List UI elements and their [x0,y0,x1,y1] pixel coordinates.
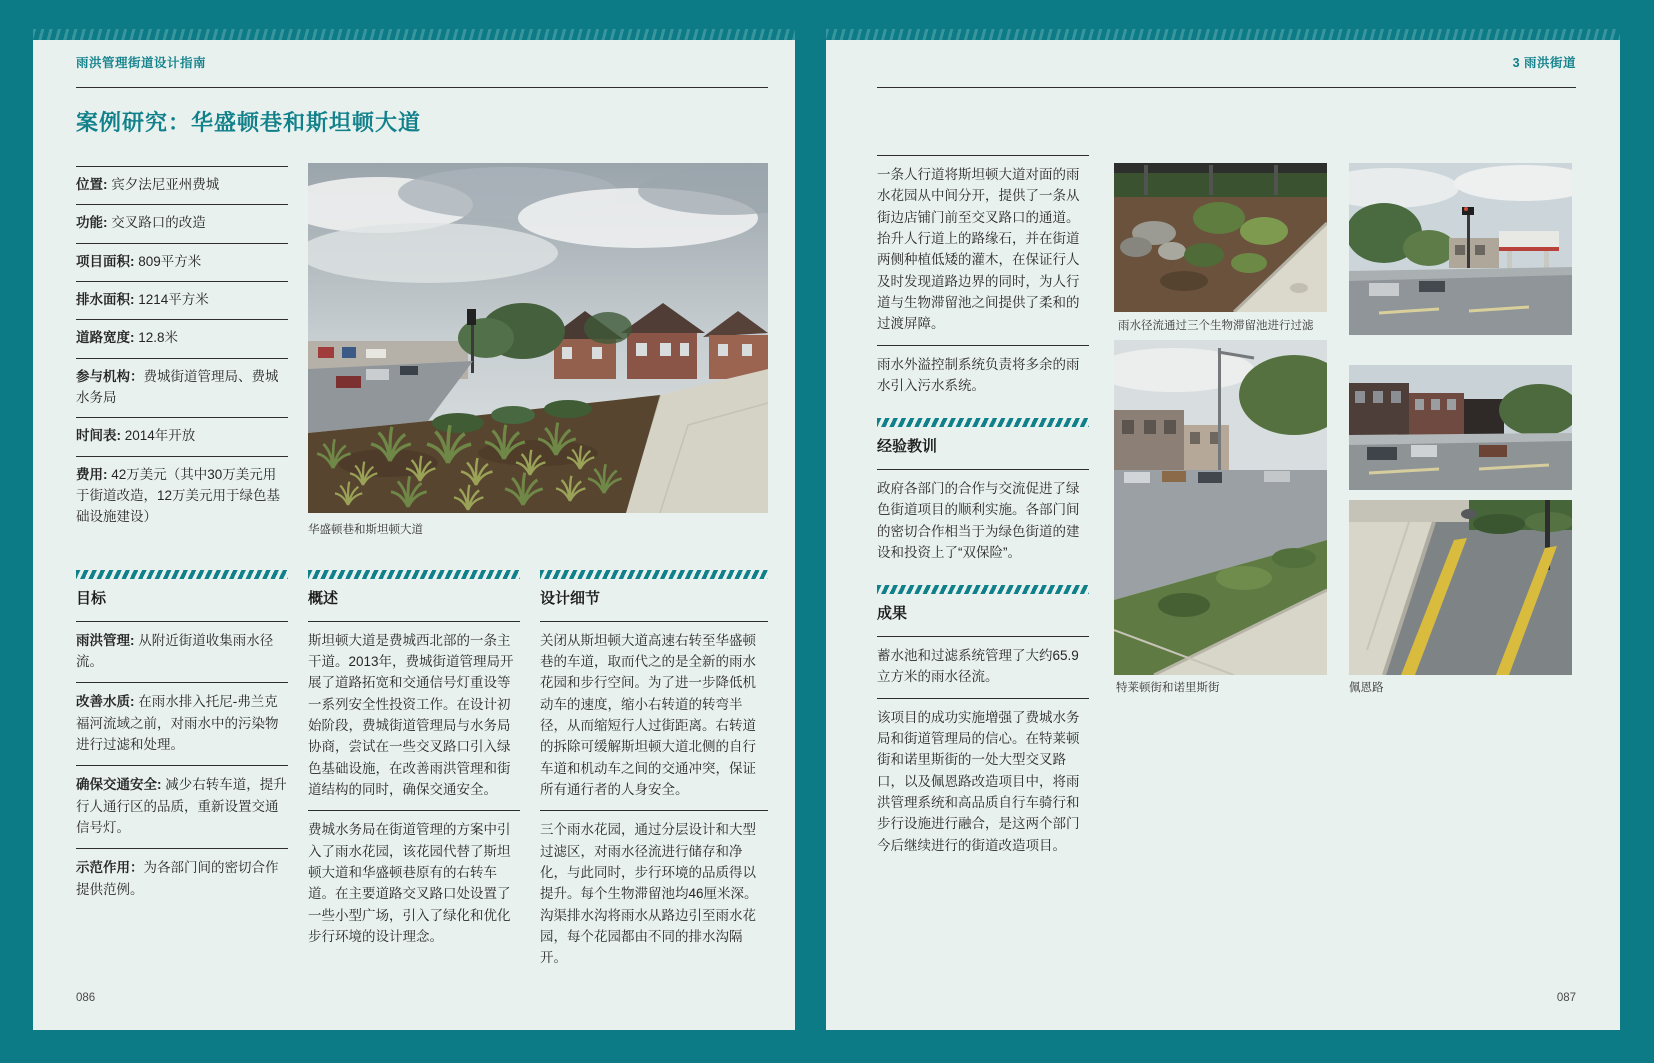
intro-paragraph [877,155,1089,345]
fact-value: 42万美元（其中30万美元用于街道改造，12万美元用于绿色基础设施建设） [76,466,281,525]
bike-lane-photo [1349,500,1572,675]
top-hatch-band-right [826,29,1620,40]
case-study-title: 案例研究：华盛顿巷和斯坦顿大道 [76,110,422,135]
goal-text: 为各部门间的密切合作提供范例。 [76,860,279,897]
fact-function [76,204,288,242]
main-photo-caption: 华盛顿巷和斯坦顿大道 [308,524,423,536]
section-hatch-bar [877,585,1089,594]
fact-value: 2014年开放 [124,428,196,444]
results-title: 成果 [877,594,1089,637]
goals-title: 目标 [76,579,288,622]
goal-label: 雨洪管理: [76,632,135,648]
main-street-photo [308,163,768,513]
lessons-title: 经验教训 [877,427,1089,470]
design-details-paragraph [540,810,768,978]
overview-paragraph [308,622,520,811]
left-page [33,40,795,1030]
section-hatch-bar [76,570,288,579]
bioretention-caption: 雨水径流通过三个生物滞留池进行过滤 [1118,320,1314,332]
header-rule [877,87,1576,88]
fact-timeline [76,417,288,455]
fact-cost [76,456,288,537]
section-hatch-bar [540,570,768,579]
fact-project-area [76,243,288,281]
goal-item [76,765,288,848]
right-text-column [877,155,1089,866]
intro-paragraph [877,345,1089,407]
street-buildings-photo [1349,365,1572,490]
fact-value: 交叉路口的改造 [111,215,206,231]
fact-value: 12.8米 [138,330,179,346]
spacer [877,406,1089,418]
fact-label: 时间表: [76,428,121,444]
running-header-left: 雨洪管理街道设计指南 [76,56,207,70]
header-rule [76,87,768,88]
section-hatch-bar [877,418,1089,427]
goal-text: 在雨水排入托尼-弗兰克福河流域之前，对雨水中的污染物进行过滤和处理。 [76,694,279,752]
fact-location [76,166,288,204]
right-page [826,40,1620,1030]
fact-label: 费用: [76,466,108,482]
fact-label: 参与机构： [76,368,144,384]
trenton-norris-caption: 特莱顿街和诺里斯街 [1116,682,1220,694]
project-facts-list [76,166,288,537]
goal-label: 示范作用： [76,860,144,876]
page-number-left: 086 [76,992,96,1004]
overview-column [308,570,520,979]
page-number-right: 087 [1556,992,1576,1004]
fact-label: 项目面积: [76,253,135,269]
fact-label: 道路宽度: [76,330,135,346]
fact-value: 费城街道管理局、费城水务局 [76,368,279,405]
paragraph: 政府各部门的合作与交流促进了绿色街道项目的顺利实施。各部门间的密切合作相当于为绿色街道的建设和投资上了“双保险”。 [877,480,1080,560]
design-details-paragraph [540,622,768,811]
penn-road-caption: 佩恩路 [1349,682,1384,694]
results-paragraph [877,698,1089,866]
goal-item [76,622,288,683]
fact-value: 809平方米 [138,253,202,269]
design-details-column [540,570,768,979]
goal-label: 确保交通安全: [76,777,162,793]
top-hatch-band-left [33,29,795,40]
goal-item [76,848,288,910]
fact-value: 宾夕法尼亚州费城 [111,177,220,192]
bioretention-photo [1114,163,1327,312]
fact-agencies [76,358,288,418]
paragraph: 雨水外溢控制系统负责将多余的雨水引入污水系统。 [877,356,1080,393]
left-page-columns [76,570,768,979]
goals-column [76,570,288,979]
goal-text: 减少右转车道，提升行人通行区的品质，重新设置交通信号灯。 [76,777,287,835]
paragraph: 该项目的成功实施增强了费城水务局和街道管理局的信心。在特莱顿街和诺里斯街的一处大型交叉路口，以及佩恩路改造项目中，将雨洪管理系统和高品质自行车骑行和步行设施进行融合，是这两个部门今后继续进行的街道改造项目。 [877,709,1080,853]
paragraph: 费城水务局在街道管理的方案中引入了雨水花园，该花园代替了斯坦顿大道和华盛顿巷原有的右转车道。在主要道路交叉路口处设置了一些小型广场，引入了绿化和优化步行环境的设计理念。 [308,822,511,944]
overview-paragraph [308,810,520,957]
green-street-photo [1114,340,1327,675]
fact-value: 1214平方米 [138,291,209,307]
running-header-right: 3 雨洪街道 [1512,56,1576,70]
section-hatch-bar [308,570,520,579]
paragraph: 一条人行道将斯坦顿大道对面的雨水花园从中间分开，提供了一条从街边店铺门前至交叉路口的通道。抬升人行道上的路缘石，并在街道两侧种植低矮的灌木，在保证行人及时发现道路边界的同时，为人行道与生物滞留池之间提供了柔和的过渡屏障。 [877,167,1080,332]
paragraph: 蓄水池和过滤系统管理了大约65.9立方米的雨水径流。 [877,647,1079,685]
goal-item [76,682,288,765]
goal-text: 从附近街道收集雨水径流。 [76,632,274,670]
paragraph: 关闭从斯坦顿大道高速右转至华盛顿巷的车道，取而代之的是全新的雨水花园和步行空间。为了进一步降低机动车的速度，缩小右转道的转弯半径，从而缩短行人过街距离。右转道的拆除可缓解斯坦顿大道北侧的自行车道和机动车之间的交通冲突，保证所有通行者的人身安全。 [540,632,756,797]
fact-drainage-area [76,281,288,319]
fact-label: 功能: [76,215,108,231]
spacer [877,573,1089,585]
fact-label: 位置: [76,177,108,192]
overview-title: 概述 [308,579,520,622]
design-details-title: 设计细节 [540,579,768,622]
paragraph: 斯坦顿大道是费城西北部的一条主干道。2013年，费城街道管理局开展了道路拓宽和交通信号灯重设等一系列安全性投资工作。在设计初始阶段，费城街道管理局与水务局协商，尝试在一些交叉路口引入绿色基础设施，在改善雨洪管理和街道结构的同时，确保交通安全。 [308,632,514,797]
goal-label: 改善水质: [76,694,135,710]
intersection-photo [1349,163,1572,335]
fact-label: 排水面积: [76,291,135,307]
fact-road-width [76,319,288,357]
street-scene-illustration [308,163,768,513]
lessons-paragraph [877,470,1089,573]
paragraph: 三个雨水花园，通过分层设计和大型过滤区，对雨水径流进行储存和净化，与此同时，步行环境的品质得以提升。每个生物滞留池均46厘米深。沟渠排水沟将雨水从路边引至雨水花园，每个花园都由不同的排水沟隔开。 [540,822,758,966]
results-paragraph [877,637,1089,698]
